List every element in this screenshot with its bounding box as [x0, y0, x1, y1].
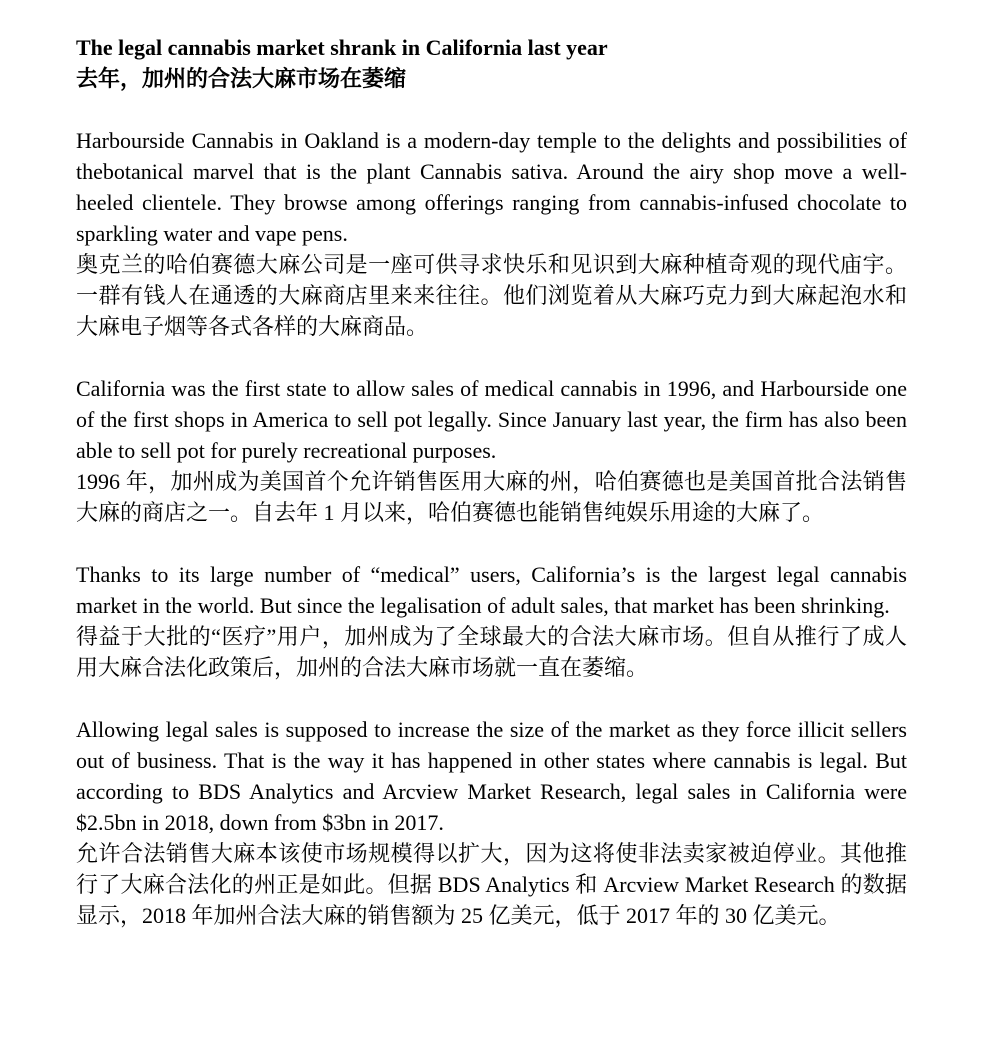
article-title-chinese: 去年，加州的合法大麻市场在萎缩 [76, 66, 407, 91]
paragraph-chinese: 得益于大批的“医疗”用户，加州成为了全球最大的合法大麻市场。但自从推行了成人用大麻合法化政策后，加州的合法大麻市场就一直在萎缩。 [76, 624, 907, 680]
paragraph-4 [76, 714, 907, 931]
paragraph-1 [76, 125, 907, 342]
article-title: The legal cannabis market shrank in California last year [76, 35, 608, 60]
paragraph-english: California was the first state to allow sales of medical cannabis in 1996, and Harbourside one of the first shops in America to sell pot legally. Since January last year, the firm has also been able to sell pot for purely recreational purposes. [76, 376, 907, 463]
paragraph-3 [76, 559, 907, 683]
paragraph-english: Allowing legal sales is supposed to increase the size of the market as they force illicit sellers out of business. That is the way it has happened in other states where cannabis is legal. But according to BDS Analytics and Arcview Market Research, legal sales in California were $2.5bn in 2018, down from $3bn in 2017. [76, 717, 907, 835]
paragraph-chinese: 奥克兰的哈伯赛德大麻公司是一座可供寻求快乐和见识到大麻种植奇观的现代庙宇。一群有钱人在通透的大麻商店里来来往往。他们浏览着从大麻巧克力到大麻起泡水和大麻电子烟等各式各样的大麻商品。 [76, 252, 907, 339]
paragraph-chinese: 允许合法销售大麻本该使市场规模得以扩大，因为这将使非法卖家被迫停业。其他推行了大麻合法化的州正是如此。但据 BDS Analytics 和 Arcview Market Research 的数据显示，2018 年加州合法大麻的销售额为 25 亿美元，低于 2017 年的 30 亿美元。 [76, 841, 907, 928]
paragraph-chinese: 1996 年，加州成为美国首个允许销售医用大麻的州，哈伯赛德也是美国首批合法销售大麻的商店之一。自去年 1 月以来，哈伯赛德也能销售纯娱乐用途的大麻了。 [76, 469, 907, 525]
document [76, 32, 907, 962]
paragraph-2 [76, 373, 907, 528]
paragraph-english: Harbourside Cannabis in Oakland is a modern-day temple to the delights and possibilities of thebotanical marvel that is the plant Cannabis sativa. Around the airy shop move a well-heeled clientele. They browse among offerings ranging from cannabis-infused chocolate to sparkling water and vape pens. [76, 128, 907, 246]
paragraph-english: Thanks to its large number of “medical” users, California’s is the largest legal cannabis market in the world. But since the legalisation of adult sales, that market has been shrinking. [76, 562, 907, 618]
